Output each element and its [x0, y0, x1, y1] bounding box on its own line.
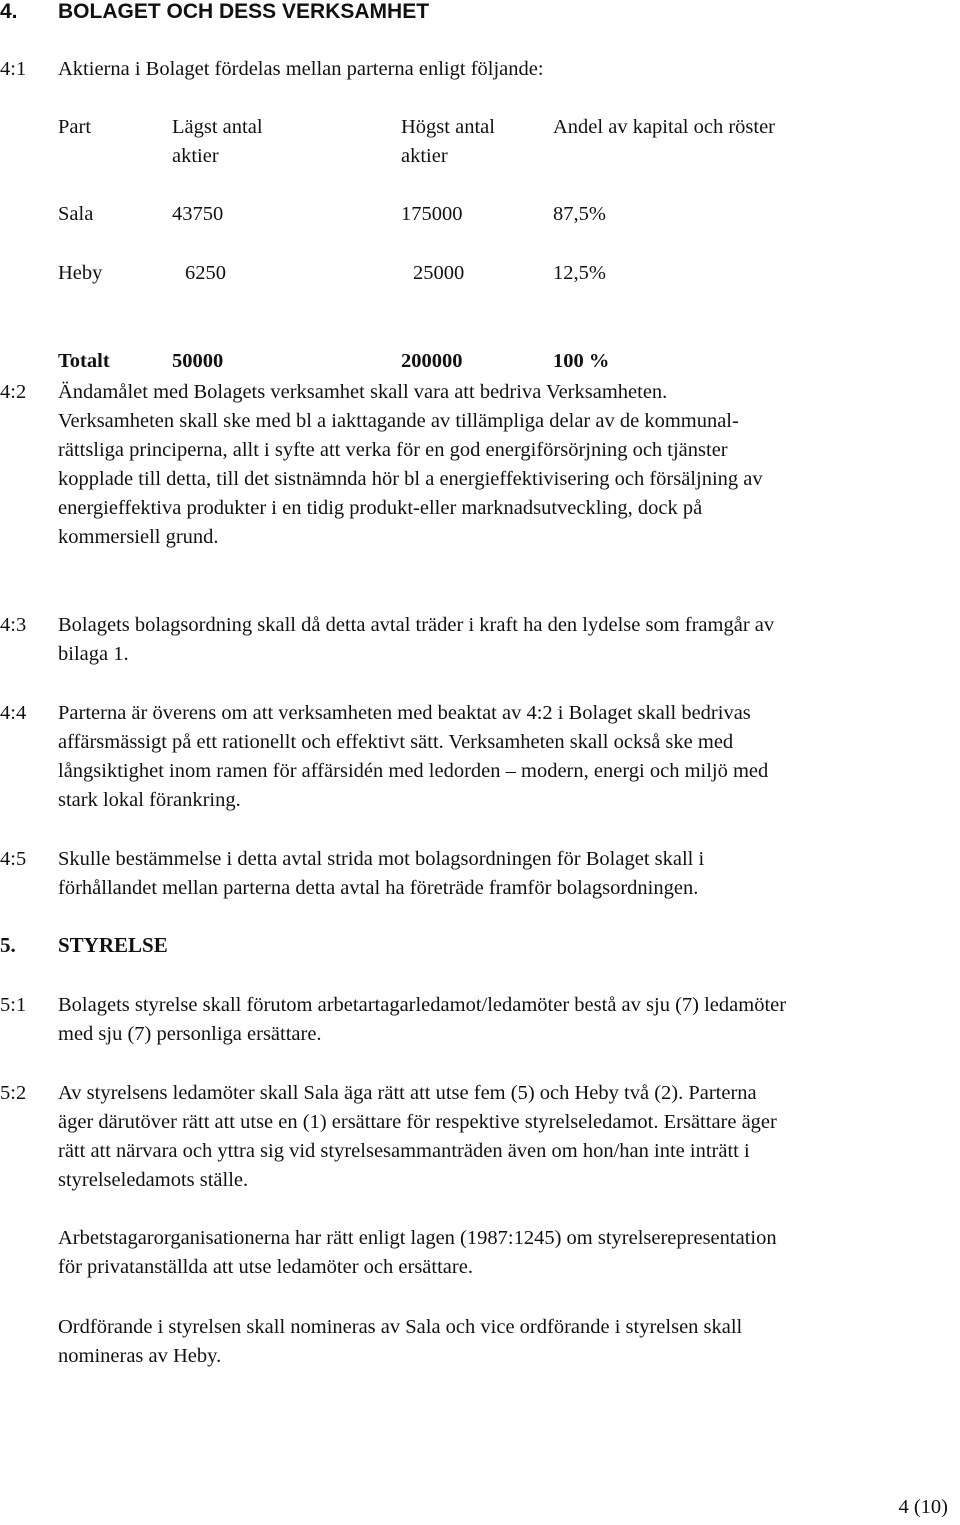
clause-5-2-line: Av styrelsens ledamöter skall Sala äga rätt att utse fem (5) och Heby två (2). Parterna — [58, 1082, 757, 1104]
table-row-sala-highest: 175000 — [401, 203, 463, 225]
clause-4-4-text — [58, 699, 946, 815]
clause-4-2-line: energieffektiva produkter i en tidig produkt-eller marknadsutveckling, dock på — [58, 497, 703, 520]
clause-5-1-text — [58, 991, 946, 1049]
table-row-sala-part: Sala — [58, 203, 94, 225]
share-table — [0, 0, 960, 400]
clause-4-4-line: affärsmässigt på ett rationellt och effektivt sätt. Verksamheten skall också ske med — [58, 731, 734, 754]
clause-5-2-text — [58, 1079, 946, 1195]
clause-4-5-line: förhållandet mellan parterna detta avtal ha företräde framför bolagsordningen. — [58, 877, 699, 900]
clause-4-2-number: 4:2 — [0, 381, 27, 403]
clause-4-4-line: långsiktighet inom ramen för affärsidén med ledorden – modern, energi och miljö med — [58, 760, 769, 783]
clause-4-2-line: Ändamålet med Bolagets verksamhet skall vara att bedriva Verksamheten. — [58, 381, 668, 403]
table-total-highest: 200000 — [401, 350, 463, 372]
table-header-share: Andel av kapital och röster — [553, 116, 776, 138]
table-header-highest-line2: aktier — [401, 145, 448, 167]
clause-4-2-line: kommersiell grund. — [58, 526, 219, 549]
clause-4-3-line: bilaga 1. — [58, 643, 129, 666]
clause-5-2-line: äger därutöver rätt att utse en (1) ersättare för respektive styrelseledamot. Ersättare äger — [58, 1111, 777, 1134]
paragraph-line: Arbetstagarorganisationerna har rätt enligt lagen (1987:1245) om styrelserepresentation — [58, 1227, 777, 1249]
clause-5-1-number: 5:1 — [0, 994, 27, 1016]
clause-4-2-text — [58, 378, 946, 553]
employee-representation-paragraph — [58, 1224, 946, 1282]
clause-5-2-number: 5:2 — [0, 1082, 27, 1104]
table-row-heby-part: Heby — [58, 262, 103, 284]
table-row-heby-share: 12,5% — [553, 262, 606, 284]
clause-5-2-line: styrelseledamots ställe. — [58, 1169, 249, 1192]
clause-5-2-line: rätt att närvara och yttra sig vid styrelsesammanträden även om hon/han inte inträtt i — [58, 1140, 750, 1163]
table-header-part: Part — [58, 116, 92, 138]
clause-4-2-line: Verksamheten skall ske med bl a iakttagande av tillämpliga delar av de kommunal- — [58, 410, 739, 433]
clause-4-3-line: Bolagets bolagsordning skall då detta avtal träder i kraft ha den lydelse som framgår av — [58, 614, 775, 636]
clause-4-5-line: Skulle bestämmelse i detta avtal strida mot bolagsordningen för Bolaget skall i — [58, 848, 705, 870]
section-5-title: STYRELSE — [58, 933, 168, 957]
clause-4-5-text — [58, 845, 946, 903]
clause-5-1-line: Bolagets styrelse skall förutom arbetartagarledamot/ledamöter bestå av sju (7) ledamöter — [58, 994, 787, 1016]
paragraph-line: Ordförande i styrelsen skall nomineras av Sala och vice ordförande i styrelsen skall — [58, 1316, 743, 1338]
clause-4-1-number: 4:1 — [0, 58, 27, 80]
section-5-number: 5. — [0, 933, 16, 957]
clause-4-4-line: Parterna är överens om att verksamheten med beaktat av 4:2 i Bolaget skall bedrivas — [58, 702, 751, 724]
section-4-number: 4. — [0, 0, 18, 23]
clause-4-2-line: kopplade till detta, till det sistnämnda hör bl a energieffektivisering och försäljning av — [58, 468, 763, 491]
clause-4-3-text — [58, 611, 946, 669]
table-row-heby-highest: 25000 — [413, 262, 465, 284]
table-row-sala-lowest: 43750 — [172, 203, 224, 225]
section-4-title: BOLAGET OCH DESS VERKSAMHET — [58, 0, 430, 23]
paragraph-line: nomineras av Heby. — [58, 1345, 222, 1368]
clause-4-1-text: Aktierna i Bolaget fördelas mellan parterna enligt följande: — [58, 58, 544, 80]
clause-4-3-number: 4:3 — [0, 614, 27, 636]
table-row-heby-lowest: 6250 — [185, 262, 226, 284]
chairman-paragraph — [58, 1313, 946, 1371]
page-number: 4 (10) — [898, 1496, 948, 1518]
clause-4-4-line: stark lokal förankring. — [58, 789, 241, 812]
table-header-lowest-line2: aktier — [172, 145, 219, 167]
table-header-highest-line1: Högst antal — [401, 116, 495, 138]
table-header-lowest-line1: Lägst antal — [172, 116, 263, 138]
table-total-share: 100 % — [553, 350, 610, 372]
clause-4-5-number: 4:5 — [0, 848, 27, 870]
table-total-lowest: 50000 — [172, 350, 224, 372]
clause-4-4-number: 4:4 — [0, 702, 27, 724]
table-total-part: Totalt — [58, 350, 110, 372]
table-row-sala-share: 87,5% — [553, 203, 606, 225]
clause-4-2-line: rättsliga principerna, allt i syfte att verka för en god energiförsörjning och tjänster — [58, 439, 728, 462]
clause-5-1-line: med sju (7) personliga ersättare. — [58, 1023, 322, 1046]
paragraph-line: för privatanställda att utse ledamöter och ersättare. — [58, 1256, 473, 1279]
